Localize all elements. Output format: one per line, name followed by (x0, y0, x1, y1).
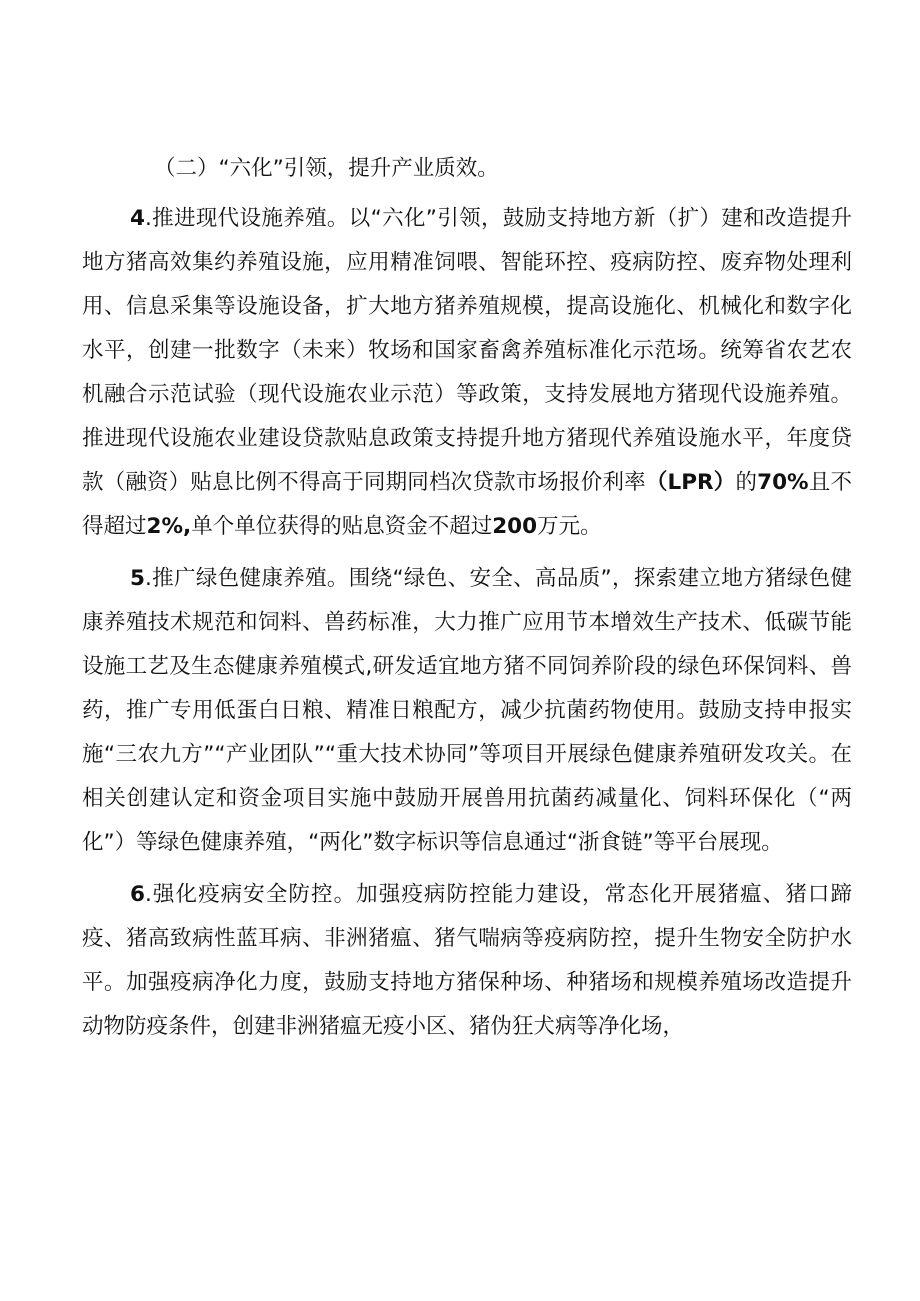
paragraph-5 (82, 557, 852, 865)
amount-200: 200 (492, 514, 538, 539)
document-page (82, 147, 852, 1049)
paragraph-text: 万元。 (537, 514, 602, 539)
paragraph-text: 单个单位获得的贴息资金不超过 (191, 514, 493, 539)
item-number: 4 (130, 206, 145, 231)
item-number: 5 (130, 566, 145, 591)
paragraph-text: 的 (735, 470, 758, 495)
paragraph-text: .强化疫病安全防控。加强疫病防控能力建设，常态化开展猪瘟、猪口蹄疫、猪高致病性蓝耳病、非洲猪瘟、猪气喘病等疫病防控，提升生物安全防护水平。加强疫病净化力度，鼓励支持地方猪保种场、种猪场和规模养殖场改造提升动物防疫条件，创建非洲猪瘟无疫小区、猪伪狂犬病等净化场， (82, 882, 852, 1039)
paragraph-text: .推进现代设施养殖。以“六化”引领，鼓励支持地方新（扩）建和改造提升地方猪高效集约养殖设施，应用精准饲喂、智能环控、疫病防控、废弃物处理利用、信息采集等设施设备，扩大地方猪养殖规模，提高设施化、机械化和数字化水平，创建一批数字（未来）牧场和国家畜禽养殖标准化示范场。统筹省农艺农机融合示范试验（现代设施农业示范）等政策，支持发展地方猪现代设施养殖。推进现代设施农业建设贷款贴息政策支持提升地方猪现代养殖设施水平，年度贷款（融资）贴息比例不得高于同期同档次贷款市场报价利率 (82, 206, 852, 495)
lpr-term: （LPR） (645, 470, 736, 495)
paragraph-text: .推广绿色健康养殖。围绕“绿色、安全、高品质”，探索建立地方猪绿色健康养殖技术规范和饲料、兽药标准，大力推广应用节本增效生产技术、低碳节能设施工艺及生态健康养殖模式,研发适宜地方猪不同饲养阶段的绿色环保饲料、兽药，推广专用低蛋白日粮、精准日粮配方，减少抗菌药物使用。鼓励支持申报实施“三农九方”“产业团队”“重大技术协同”等项目开展绿色健康养殖研发攻关。在相关创建认定和资金项目实施中鼓励开展兽用抗菌药减量化、饲料环保化（“两化”）等绿色健康养殖，“两化”数字标识等信息通过“浙食链”等平台展现。 (82, 566, 852, 855)
item-number: 6 (130, 882, 145, 907)
paragraph-6 (82, 873, 852, 1049)
percent-2: 2%, (146, 514, 192, 539)
paragraph-text: 且不得超过 (82, 470, 852, 539)
percent-70: 70% (757, 470, 809, 495)
paragraph-4 (82, 197, 852, 549)
section-heading: （二）“六化”引领，提升产业质效。 (154, 156, 499, 181)
